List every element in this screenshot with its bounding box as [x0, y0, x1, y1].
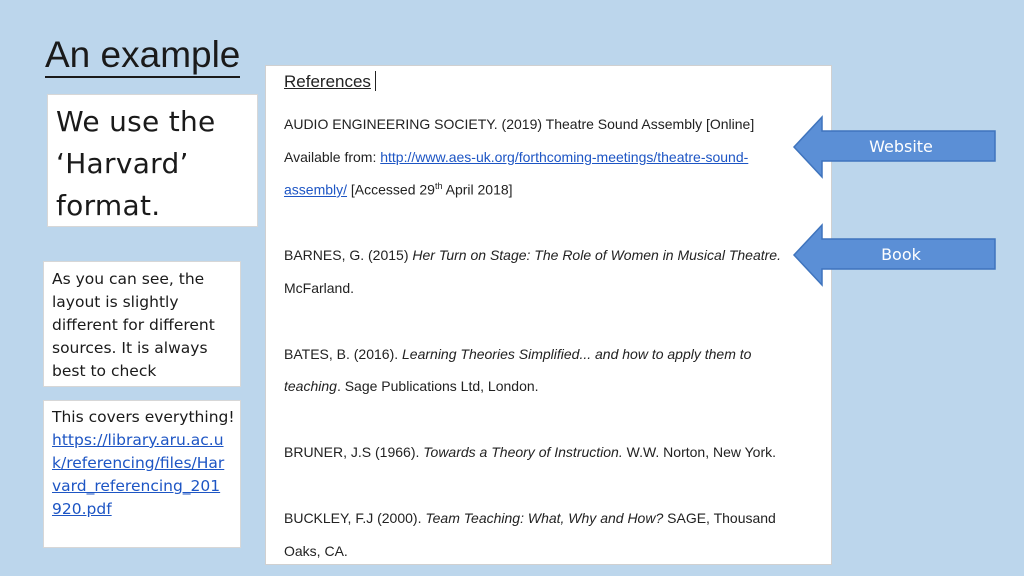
ref-2-line-2: McFarland. [284, 280, 355, 296]
references-document [265, 65, 832, 565]
layout-line-2: layout is slightly [52, 293, 179, 311]
slide-title: An example [45, 34, 240, 78]
layout-line-5: best to check [52, 362, 157, 380]
text-cursor [375, 71, 376, 91]
ref-1-line-2: Available from: http://www.aes-uk.org/forthcoming-meetings/theatre-sound- [284, 149, 749, 165]
book-arrow-label: Book [881, 245, 921, 264]
layout-note-box [43, 261, 241, 387]
layout-line-3: different for different [52, 316, 215, 334]
ref-1-url-part-1[interactable]: http://www.aes-uk.org/forthcoming-meetings/theatre-sound- [380, 149, 749, 165]
link-part-3[interactable]: vard_referencing_201 [52, 477, 221, 495]
link-part-1[interactable]: https://library.aru.ac.u [52, 431, 224, 449]
layout-line-4: sources. It is always [52, 339, 208, 357]
ref-3-line-1: BATES, B. (2016). Learning Theories Simplified... and how to apply them to [284, 346, 752, 362]
harvard-format-box [47, 94, 258, 227]
ref-2-line-1: BARNES, G. (2015) Her Turn on Stage: The Role of Women in Musical Theatre. [284, 247, 781, 263]
ref-4-line-1: BRUNER, J.S (1966). Towards a Theory of Instruction. W.W. Norton, New York. [284, 444, 777, 460]
harvard-line-1: We use the [56, 105, 216, 138]
link-part-4[interactable]: 920.pdf [52, 500, 112, 518]
harvard-guide-link[interactable] [52, 431, 224, 518]
ref-5-line-1: BUCKLEY, F.J (2000). Team Teaching: What, Why and How? SAGE, Thousand [284, 510, 776, 526]
ref-1-line-3: assembly/ [Accessed 29th April 2018] [284, 181, 513, 198]
covers-text: This covers everything! [52, 408, 235, 426]
layout-line-1: As you can see, the [52, 270, 205, 288]
harvard-line-2: ‘Harvard’ [56, 147, 189, 180]
link-part-2[interactable]: k/referencing/files/Har [52, 454, 225, 472]
covers-note-box [43, 400, 241, 548]
website-arrow-label: Website [869, 137, 933, 156]
ref-5-line-2: Oaks, CA. [284, 543, 348, 559]
harvard-line-3: format. [56, 189, 161, 222]
ref-3-line-2: teaching. Sage Publications Ltd, London. [284, 378, 539, 394]
ref-1-url-part-2[interactable]: assembly/ [284, 181, 348, 198]
ref-1-line-1: AUDIO ENGINEERING SOCIETY. (2019) Theatre Sound Assembly [Online] [284, 116, 755, 132]
references-heading: References [284, 71, 376, 92]
